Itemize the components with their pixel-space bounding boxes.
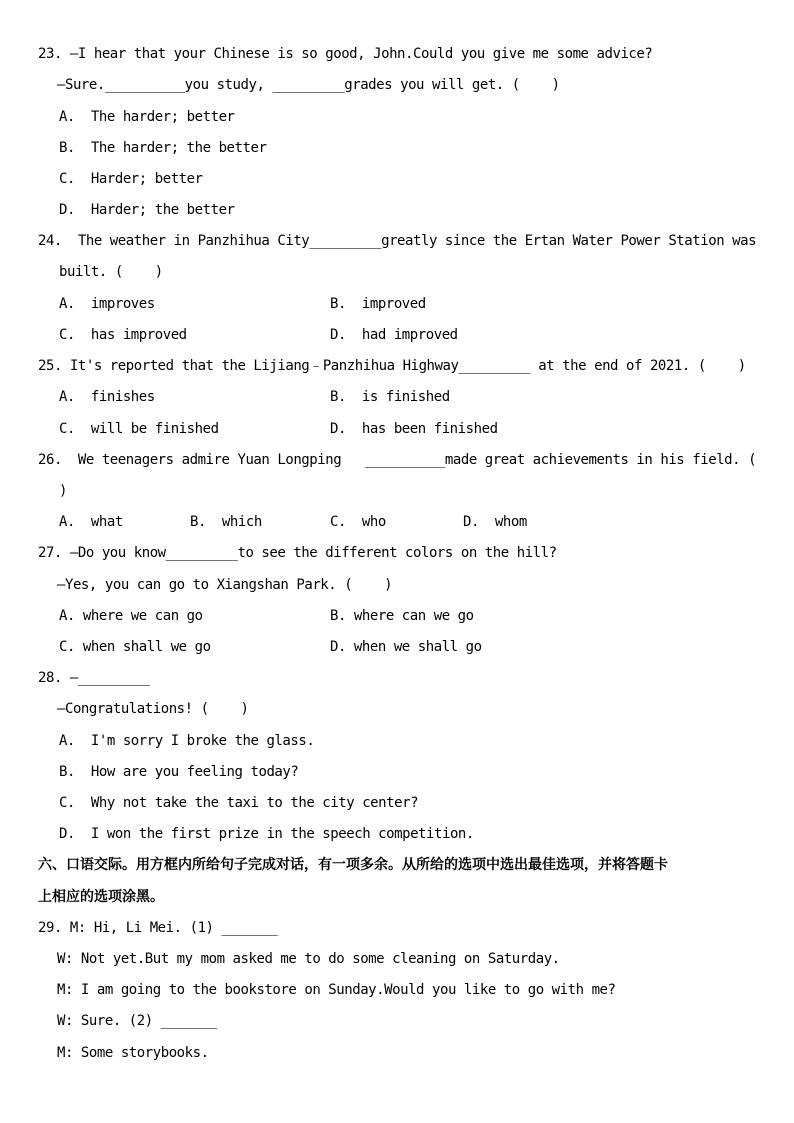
question-26-stem-continued: )	[59, 483, 67, 499]
question-23-option-a: A. The harder; better	[59, 109, 235, 125]
section-6-heading-continued: 上相应的选项涂黑。	[38, 889, 164, 905]
question-29-line-2: W: Not yet.But my mom asked me to do some cleaning on Saturday.	[57, 951, 560, 967]
question-23-option-d: D. Harder; the better	[59, 202, 235, 218]
question-29-line-4: W: Sure. (2) _______	[57, 1013, 217, 1029]
question-28-option-b: B. How are you feeling today?	[59, 764, 299, 780]
question-25-option-a: A. finishes	[59, 389, 155, 405]
question-23-reply: —Sure.__________you study, _________grades you will get. ( )	[57, 77, 560, 93]
question-25-option-d: D. has been finished	[330, 421, 498, 437]
question-28-option-d: D. I won the first prize in the speech competition.	[59, 826, 474, 842]
question-26-option-d: D. whom	[463, 514, 527, 530]
question-23-stem: 23. —I hear that your Chinese is so good, John.Could you give me some advice?	[38, 46, 653, 62]
question-26-stem: 26. We teenagers admire Yuan Longping __________made great achievements in his field. (	[38, 452, 757, 468]
question-24-stem: 24. The weather in Panzhihua City_________greatly since the Ertan Water Power Station was	[38, 233, 757, 249]
question-23-option-c: C. Harder; better	[59, 171, 203, 187]
question-24-option-d: D. had improved	[330, 327, 458, 343]
question-26-option-c: C. who	[330, 514, 386, 530]
question-24-option-a: A. improves	[59, 296, 155, 312]
question-27-option-b: B. where can we go	[330, 608, 474, 624]
question-27-stem: 27. —Do you know_________to see the different colors on the hill?	[38, 545, 557, 561]
question-24-stem-continued: built. ( )	[59, 264, 163, 280]
question-26-option-a: A. what	[59, 514, 123, 530]
section-6-heading: 六、口语交际。用方框内所给句子完成对话，有一项多余。从所给的选项中选出最佳选项，并将答题卡	[38, 857, 668, 873]
question-24-option-c: C. has improved	[59, 327, 187, 343]
question-28-stem: 28. —_________	[38, 670, 150, 686]
question-23-option-b: B. The harder; the better	[59, 140, 267, 156]
question-24-option-b: B. improved	[330, 296, 426, 312]
question-25-stem: 25. It's reported that the Lijiang﹣Panzhihua Highway_________ at the end of 2021. ( )	[38, 358, 746, 374]
question-27-option-d: D. when we shall go	[330, 639, 482, 655]
question-29-line-1: 29. M: Hi, Li Mei. (1) _______	[38, 920, 278, 936]
question-27-reply: —Yes, you can go to Xiangshan Park. ( )	[57, 577, 393, 593]
question-28-option-a: A. I'm sorry I broke the glass.	[59, 733, 315, 749]
question-27-option-c: C. when shall we go	[59, 639, 211, 655]
question-27-option-a: A. where we can go	[59, 608, 203, 624]
question-28-option-c: C. Why not take the taxi to the city center?	[59, 795, 419, 811]
question-25-option-b: B. is finished	[330, 389, 450, 405]
question-26-option-b: B. which	[190, 514, 262, 530]
question-28-reply: —Congratulations! ( )	[57, 701, 249, 717]
question-29-line-3: M: I am going to the bookstore on Sunday.Would you like to go with me?	[57, 982, 616, 998]
question-29-line-5: M: Some storybooks.	[57, 1045, 209, 1061]
question-25-option-c: C. will be finished	[59, 421, 219, 437]
